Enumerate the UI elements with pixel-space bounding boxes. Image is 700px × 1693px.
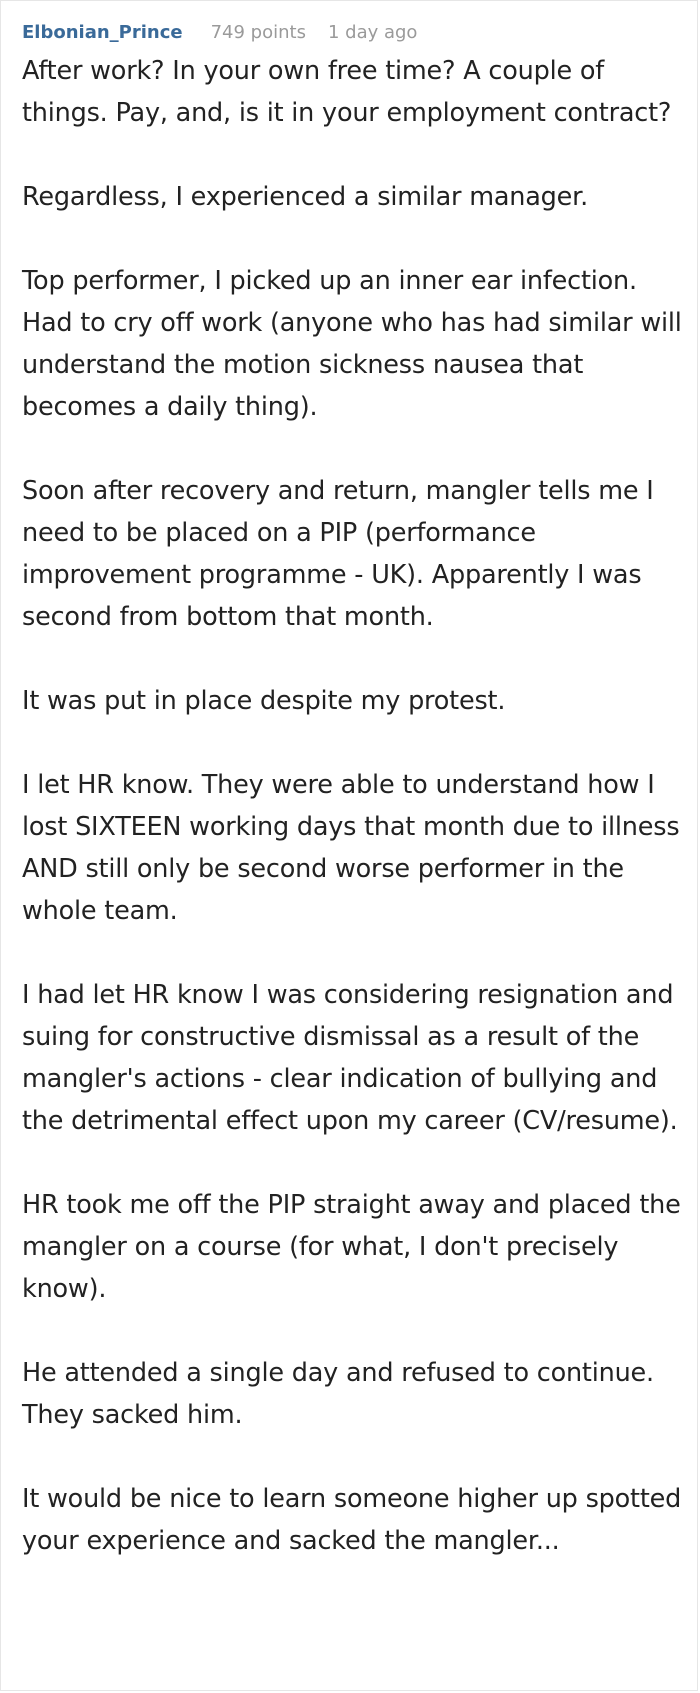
comment-meta xyxy=(22,18,417,46)
comment-paragraph: Regardless, I experienced a similar manager. xyxy=(22,182,589,212)
comment-paragraph: It was put in place despite my protest. xyxy=(22,686,506,716)
author-username-link[interactable]: Elbonian_Prince xyxy=(22,21,183,43)
comment-paragraph: HR took me off the PIP straight away and placed the mangler on a course (for what, I don't precisely know). xyxy=(22,1190,681,1304)
comment-paragraph: Soon after recovery and return, mangler tells me I need to be placed on a PIP (performance improvement programme - UK). Apparently I was second from bottom that month. xyxy=(22,476,654,632)
comment-paragraph: He attended a single day and refused to continue. They sacked him. xyxy=(22,1358,654,1430)
comment-paragraph: I had let HR know I was considering resignation and suing for constructive dismissal as a result of the mangler's actions - clear indication of bullying and the detrimental effect upon my career (CV/resume). xyxy=(22,980,678,1136)
comment-paragraph: Top performer, I picked up an inner ear infection. Had to cry off work (anyone who has had similar will understand the motion sickness nausea that becomes a daily thing). xyxy=(22,266,682,422)
comment-paragraph: After work? In your own free time? A couple of things. Pay, and, is it in your employment contract? xyxy=(22,56,672,128)
comment-paragraph: I let HR know. They were able to understand how I lost SIXTEEN working days that month due to illness AND still only be second worse performer in the whole team. xyxy=(22,770,680,926)
comment-paragraph: It would be nice to learn someone higher up spotted your experience and sacked the mangler... xyxy=(22,1484,682,1556)
comment-body xyxy=(22,50,682,1562)
points-count: 749 points xyxy=(210,21,306,43)
comment-timestamp: 1 day ago xyxy=(327,21,418,43)
